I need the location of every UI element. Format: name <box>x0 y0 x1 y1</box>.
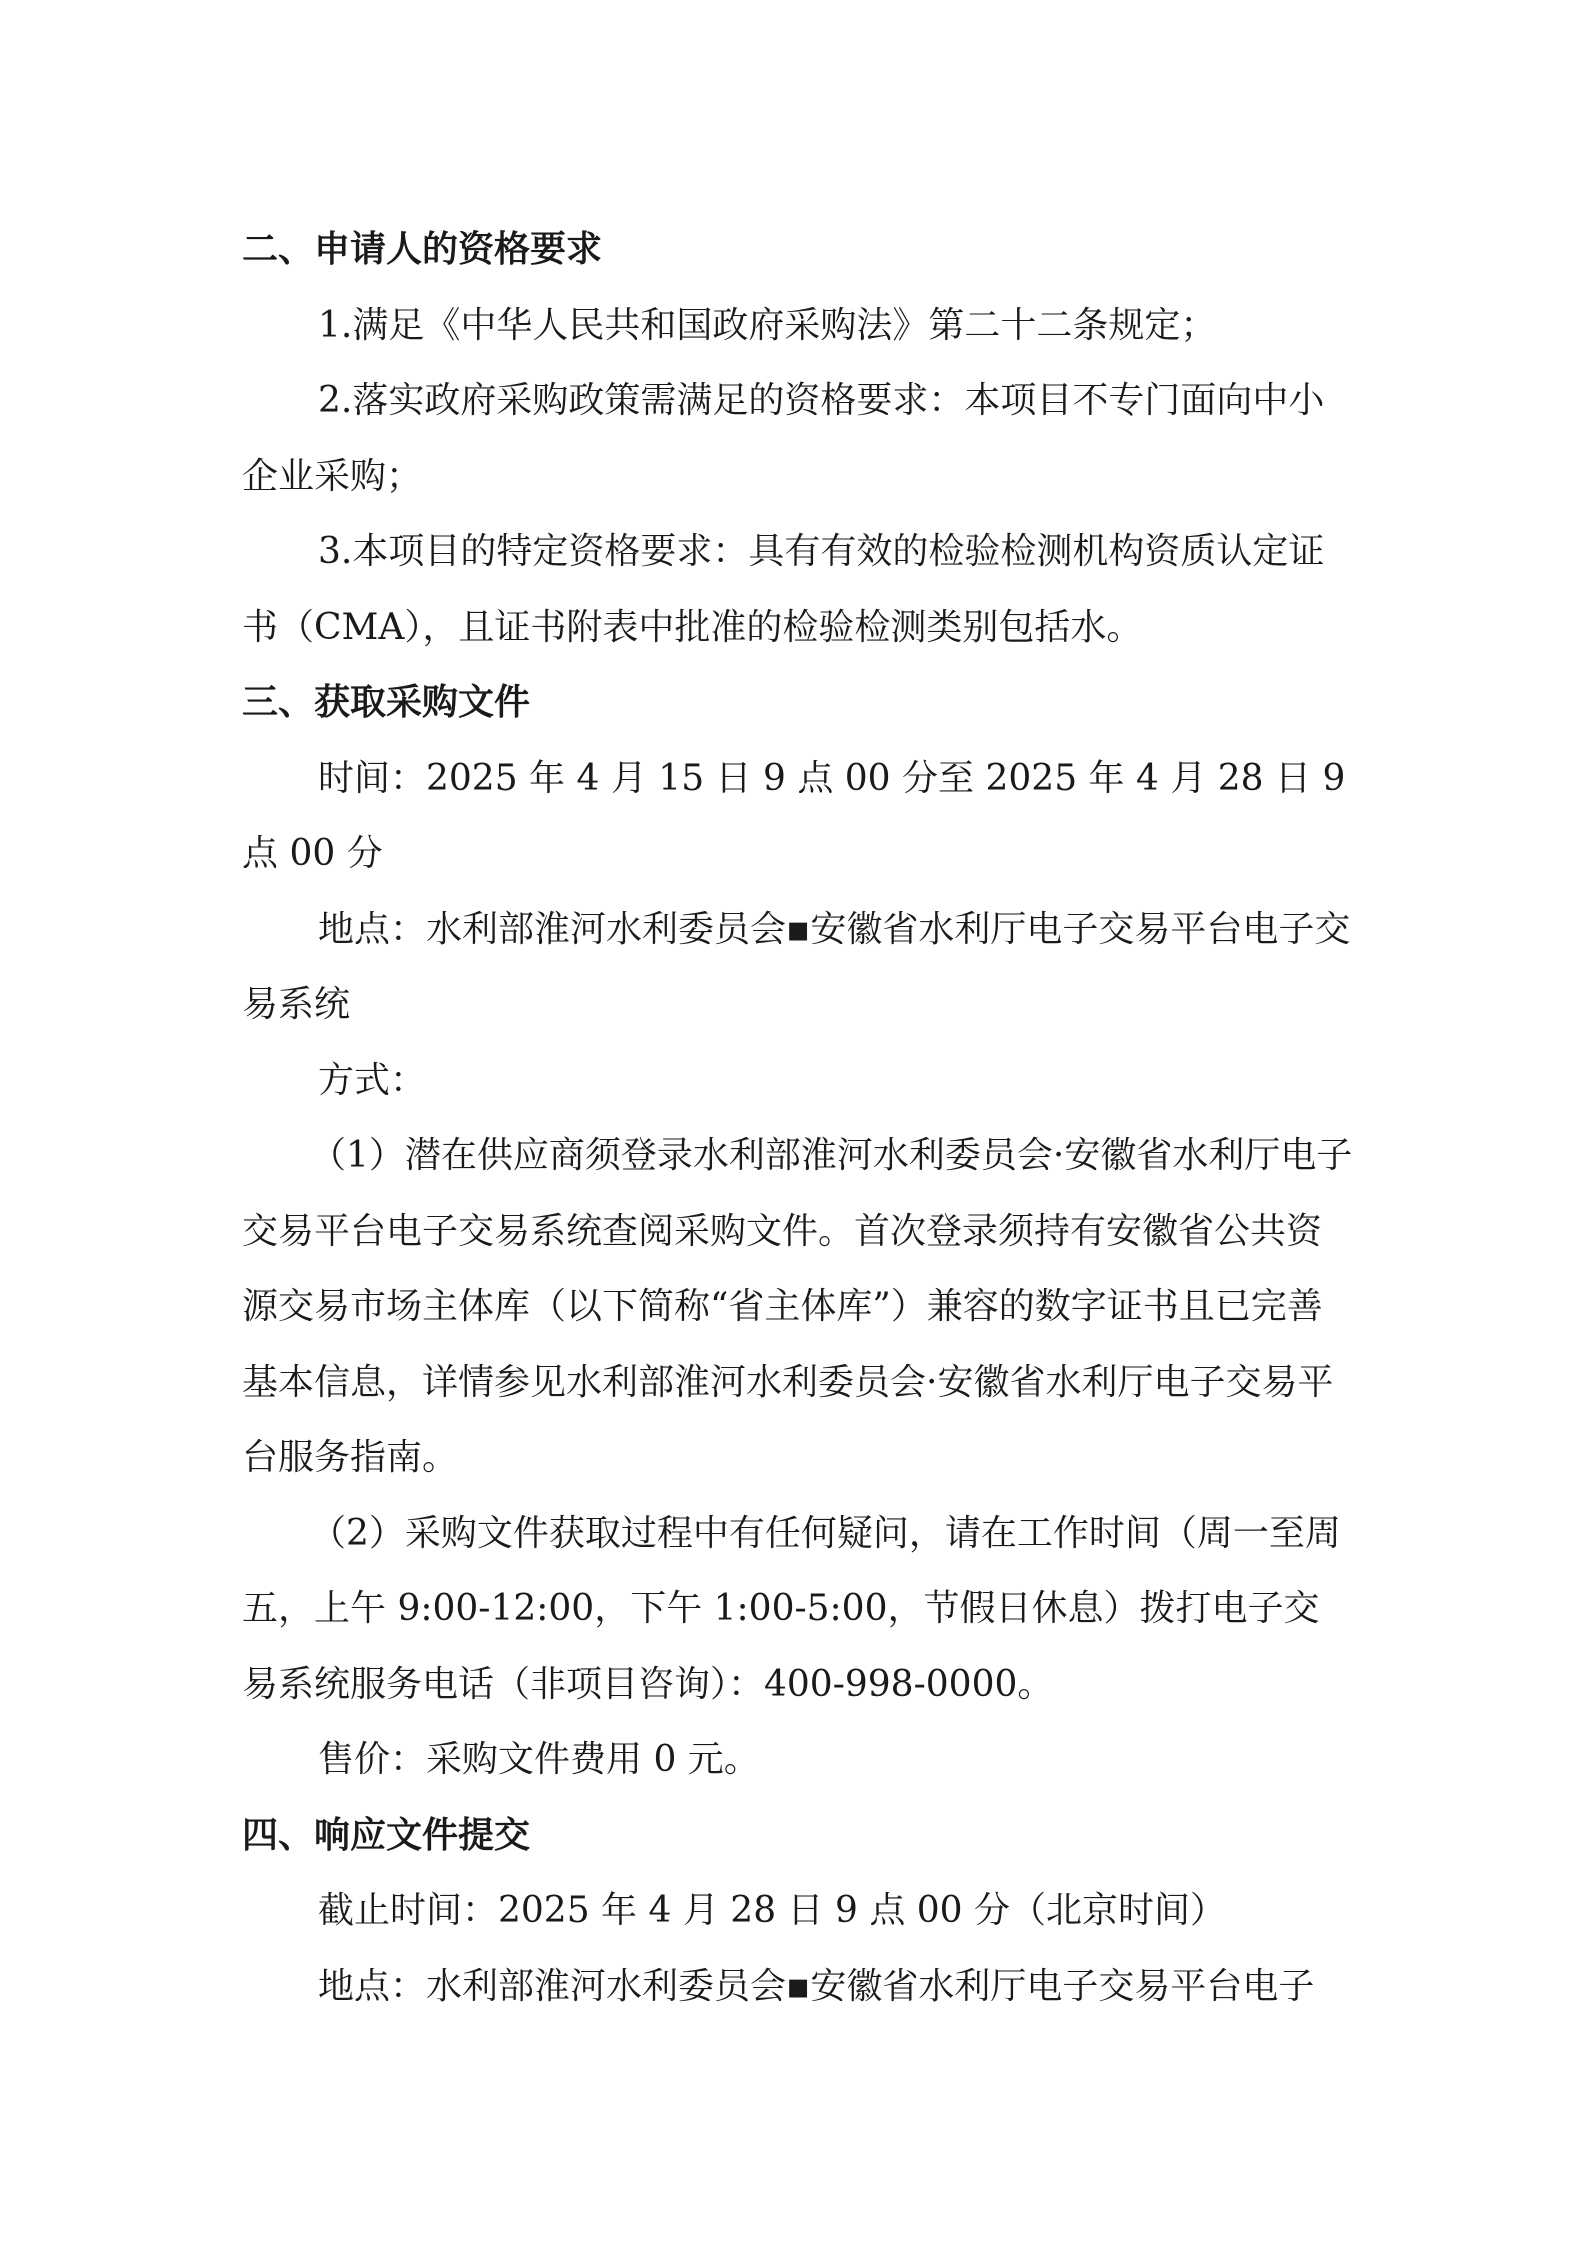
paragraph: 2.落实政府采购政策需满足的资格要求：本项目不专门面向中小企业采购； <box>242 380 1325 497</box>
paragraph: 方式： <box>318 1059 427 1101</box>
paragraph: 3.本项目的特定资格要求：具有有效的检验检测机构资质认定证书（CMA），且证书附表中批准的检验检测类别包括水。 <box>242 531 1325 648</box>
paragraph: 时间：2025 年 4 月 15 日 9 点 00 分至 2025 年 4 月 28 日 9 点 00 分 <box>242 757 1346 874</box>
paragraph: 截止时间：2025 年 4 月 28 日 9 点 00 分（北京时间） <box>318 1890 1227 1931</box>
section-heading-obtain-documents: 三、获取采购文件 <box>242 682 531 723</box>
section-heading-submission: 四、响应文件提交 <box>242 1814 531 1856</box>
paragraph: 1.满足《中华人民共和国政府采购法》第二十二条规定； <box>318 304 1217 346</box>
paragraph: 地点：水利部淮河水利委员会▪安徽省水利厅电子交易平台电子交易系统 <box>242 908 1351 1025</box>
paragraph: （1）潜在供应商须登录水利部淮河水利委员会·安徽省水利厅电子交易平台电子交易系统查阅采购文件。首次登录须持有安徽省公共资源交易市场主体库（以下简称“省主体库”）兼容的数字证书且已完善基本信息，详情参见水利部淮河水利委员会·安徽省水利厅电子交易平台服务指南。 <box>242 1135 1353 1478</box>
paragraph: （2）采购文件获取过程中有任何疑问，请在工作时间（周一至周五，上午 9:00-12:00，下午 1:00-5:00，节假日休息）拨打电子交易系统服务电话（非项目咨询）：400-998-0000。 <box>242 1512 1341 1705</box>
section-heading-qualifications: 二、申请人的资格要求 <box>242 229 603 270</box>
paragraph: 地点：水利部淮河水利委员会▪安徽省水利厅电子交易平台电子 <box>318 1965 1315 2007</box>
paragraph: 售价：采购文件费用 0 元。 <box>318 1739 760 1780</box>
document-body <box>242 212 1354 2024</box>
